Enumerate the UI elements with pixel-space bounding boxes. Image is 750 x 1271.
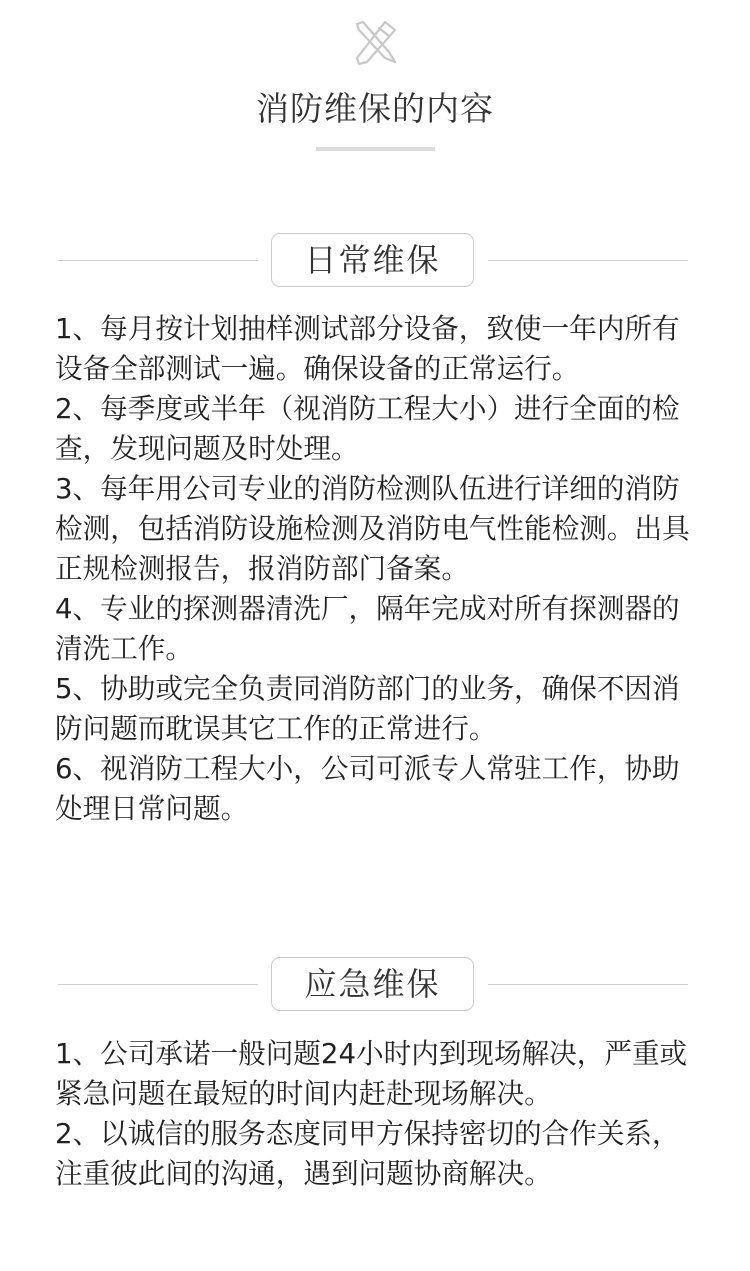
list-item: 6、视消防工程大小，公司可派专人常驻工作，协助处理日常问题。: [55, 752, 680, 825]
list-item: 2、以诚信的服务态度同甲方保持密切的合作关系，注重彼此间的沟通，遇到问题协商解决。: [55, 1117, 680, 1190]
divider-right: [488, 984, 688, 985]
section-header-daily: [58, 233, 688, 289]
section-title-emergency: 应急维保: [271, 957, 474, 1011]
page-title: 消防维保的内容: [256, 89, 494, 128]
section-title-daily: 日常维保: [271, 233, 474, 287]
divider-right: [488, 260, 688, 261]
list-item: 3、每年用公司专业的消防检测队伍进行详细的消防检测，包括消防设施检测及消防电气性能检测。出具正规检测报告，报消防部门备案。: [55, 472, 690, 585]
tools-icon: [349, 18, 401, 70]
list-item: 2、每季度或半年（视消防工程大小）进行全面的检查，发现问题及时处理。: [55, 392, 680, 465]
list-item: 4、专业的探测器清洗厂，隔年完成对所有探测器的清洗工作。: [55, 592, 680, 665]
list-item: 5、协助或完全负责同消防部门的业务，确保不因消防问题而耽误其它工作的正常进行。: [55, 672, 680, 745]
section-body-emergency: [55, 1034, 695, 1194]
divider-left: [58, 984, 258, 985]
list-item: 1、公司承诺一般问题24小时内到现场解决，严重或紧急问题在最短的时间内赶赴现场解决。: [55, 1037, 688, 1110]
title-underline: [316, 147, 435, 151]
section-header-emergency: [58, 957, 688, 1013]
section-body-daily: [55, 309, 695, 829]
list-item: 1、每月按计划抽样测试部分设备，致使一年内所有设备全部测试一遍。确保设备的正常运行。: [55, 312, 680, 385]
divider-left: [58, 260, 258, 261]
